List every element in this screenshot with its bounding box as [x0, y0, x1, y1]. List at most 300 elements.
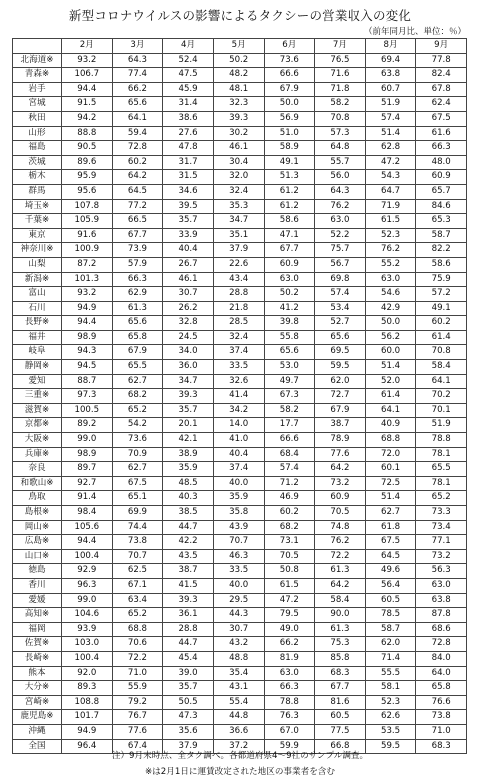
column-header: 8月: [365, 39, 416, 54]
value-cell: 89.3: [62, 681, 113, 696]
prefecture-cell: 福島: [13, 141, 62, 156]
value-cell: 77.6: [112, 724, 163, 739]
unit-note: （前年同月比、単位：％）: [363, 27, 466, 37]
value-cell: 40.4: [213, 447, 264, 462]
value-cell: 82.2: [416, 243, 467, 258]
value-cell: 66.6: [264, 68, 315, 83]
value-cell: 70.6: [112, 637, 163, 652]
value-cell: 66.2: [264, 637, 315, 652]
value-cell: 91.6: [62, 228, 113, 243]
value-cell: 60.9: [315, 491, 366, 506]
value-cell: 65.6: [112, 316, 163, 331]
value-cell: 103.0: [62, 637, 113, 652]
value-cell: 34.6: [163, 184, 214, 199]
value-cell: 48.0: [416, 155, 467, 170]
value-cell: 49.1: [416, 301, 467, 316]
prefecture-cell: 山口※: [13, 549, 62, 564]
value-cell: 24.5: [163, 330, 214, 345]
table-row: [13, 97, 467, 112]
value-cell: 65.6: [264, 345, 315, 360]
value-cell: 70.7: [213, 535, 264, 550]
value-cell: 84.6: [416, 199, 467, 214]
table-row: [13, 53, 467, 68]
prefecture-cell: 沖縄: [13, 724, 62, 739]
value-cell: 39.3: [213, 111, 264, 126]
prefecture-cell: 千葉※: [13, 214, 62, 229]
value-cell: 47.8: [163, 141, 214, 156]
value-cell: 68.6: [416, 622, 467, 637]
value-cell: 64.3: [112, 53, 163, 68]
value-cell: 55.4: [213, 695, 264, 710]
table-row: [13, 170, 467, 185]
value-cell: 65.2: [416, 491, 467, 506]
value-cell: 21.8: [213, 301, 264, 316]
value-cell: 89.7: [62, 462, 113, 477]
value-cell: 35.8: [213, 506, 264, 521]
value-cell: 34.0: [163, 345, 214, 360]
value-cell: 68.4: [264, 447, 315, 462]
value-cell: 64.5: [112, 184, 163, 199]
table-row: [13, 578, 467, 593]
value-cell: 36.6: [213, 724, 264, 739]
value-cell: 58.7: [416, 228, 467, 243]
value-cell: 73.4: [416, 520, 467, 535]
value-cell: 61.4: [416, 330, 467, 345]
value-cell: 77.1: [416, 535, 467, 550]
value-cell: 58.6: [416, 257, 467, 272]
value-cell: 63.0: [264, 272, 315, 287]
value-cell: 91.5: [62, 97, 113, 112]
value-cell: 35.4: [213, 666, 264, 681]
value-cell: 59.5: [315, 360, 366, 375]
table-body: [13, 53, 467, 754]
value-cell: 39.3: [163, 389, 214, 404]
value-cell: 82.4: [416, 68, 467, 83]
table-row: [13, 184, 467, 199]
value-cell: 57.2: [416, 287, 467, 302]
value-cell: 71.0: [112, 666, 163, 681]
value-cell: 101.7: [62, 710, 113, 725]
value-cell: 73.1: [264, 535, 315, 550]
table-row: [13, 520, 467, 535]
value-cell: 61.3: [112, 301, 163, 316]
prefecture-cell: 広島※: [13, 535, 62, 550]
value-cell: 67.4: [112, 739, 163, 754]
value-cell: 92.7: [62, 476, 113, 491]
value-cell: 38.5: [163, 506, 214, 521]
value-cell: 98.9: [62, 447, 113, 462]
value-cell: 60.9: [264, 257, 315, 272]
value-cell: 40.0: [213, 476, 264, 491]
value-cell: 14.0: [213, 418, 264, 433]
value-cell: 39.3: [163, 593, 214, 608]
value-cell: 105.9: [62, 214, 113, 229]
value-cell: 68.8: [112, 622, 163, 637]
value-cell: 57.4: [365, 111, 416, 126]
prefecture-cell: 福井: [13, 330, 62, 345]
value-cell: 58.2: [264, 403, 315, 418]
value-cell: 73.8: [112, 535, 163, 550]
value-cell: 46.1: [163, 272, 214, 287]
value-cell: 68.8: [365, 433, 416, 448]
value-cell: 37.2: [213, 739, 264, 754]
value-cell: 28.8: [163, 622, 214, 637]
value-cell: 87.2: [62, 257, 113, 272]
value-cell: 40.9: [365, 418, 416, 433]
value-cell: 94.9: [62, 724, 113, 739]
value-cell: 62.5: [112, 564, 163, 579]
value-cell: 41.0: [213, 433, 264, 448]
value-cell: 67.9: [315, 403, 366, 418]
table-row: [13, 433, 467, 448]
value-cell: 55.7: [315, 155, 366, 170]
prefecture-cell: 宮崎※: [13, 695, 62, 710]
prefecture-cell: 熊本: [13, 666, 62, 681]
value-cell: 26.7: [163, 257, 214, 272]
value-cell: 67.7: [264, 243, 315, 258]
value-cell: 43.4: [213, 272, 264, 287]
table-row: [13, 199, 467, 214]
value-cell: 47.2: [264, 593, 315, 608]
value-cell: 58.6: [264, 214, 315, 229]
value-cell: 72.8: [416, 637, 467, 652]
value-cell: 62.6: [365, 710, 416, 725]
table-row: [13, 243, 467, 258]
value-cell: 76.6: [416, 695, 467, 710]
value-cell: 71.8: [315, 82, 366, 97]
value-cell: 67.9: [264, 82, 315, 97]
value-cell: 61.2: [264, 184, 315, 199]
value-cell: 56.9: [264, 111, 315, 126]
prefecture-cell: 宮城: [13, 97, 62, 112]
value-cell: 48.5: [163, 476, 214, 491]
value-cell: 51.0: [264, 126, 315, 141]
value-cell: 44.3: [213, 608, 264, 623]
value-cell: 60.7: [365, 82, 416, 97]
table-row: [13, 141, 467, 156]
value-cell: 64.2: [112, 170, 163, 185]
prefecture-cell: 鹿児島※: [13, 710, 62, 725]
prefecture-cell: 山形: [13, 126, 62, 141]
value-cell: 30.7: [163, 287, 214, 302]
table-row: [13, 593, 467, 608]
value-cell: 51.4: [365, 126, 416, 141]
value-cell: 78.8: [264, 695, 315, 710]
prefecture-cell: 長野※: [13, 316, 62, 331]
value-cell: 64.8: [315, 141, 366, 156]
value-cell: 73.9: [112, 243, 163, 258]
value-cell: 32.6: [213, 374, 264, 389]
value-cell: 63.0: [365, 272, 416, 287]
column-header: 5月: [213, 39, 264, 54]
prefecture-cell: 岐阜: [13, 345, 62, 360]
value-cell: 30.4: [213, 155, 264, 170]
value-cell: 76.5: [315, 53, 366, 68]
value-cell: 87.8: [416, 608, 467, 623]
value-cell: 58.1: [365, 681, 416, 696]
value-cell: 33.9: [163, 228, 214, 243]
value-cell: 90.0: [315, 608, 366, 623]
value-cell: 73.8: [416, 710, 467, 725]
value-cell: 48.1: [213, 82, 264, 97]
value-cell: 44.7: [163, 637, 214, 652]
value-cell: 68.3: [416, 739, 467, 754]
value-cell: 69.9: [112, 506, 163, 521]
value-cell: 67.5: [365, 535, 416, 550]
value-cell: 56.7: [315, 257, 366, 272]
value-cell: 51.4: [365, 360, 416, 375]
value-cell: 92.0: [62, 666, 113, 681]
prefecture-cell: 山梨: [13, 257, 62, 272]
table-row: [13, 506, 467, 521]
value-cell: 77.5: [315, 724, 366, 739]
prefecture-cell: 富山: [13, 287, 62, 302]
value-cell: 28.5: [213, 316, 264, 331]
value-cell: 36.1: [163, 608, 214, 623]
value-cell: 72.2: [112, 651, 163, 666]
prefecture-cell: 高知※: [13, 608, 62, 623]
value-cell: 60.9: [416, 170, 467, 185]
value-cell: 39.0: [163, 666, 214, 681]
value-cell: 96.4: [62, 739, 113, 754]
value-cell: 94.5: [62, 360, 113, 375]
value-cell: 39.5: [163, 199, 214, 214]
value-cell: 100.4: [62, 549, 113, 564]
value-cell: 78.5: [365, 608, 416, 623]
table-row: [13, 681, 467, 696]
value-cell: 76.3: [264, 710, 315, 725]
value-cell: 64.1: [112, 111, 163, 126]
value-cell: 49.1: [264, 155, 315, 170]
prefecture-cell: 埼玉※: [13, 199, 62, 214]
value-cell: 64.1: [365, 403, 416, 418]
prefecture-cell: 東京: [13, 228, 62, 243]
prefecture-cell: 徳島: [13, 564, 62, 579]
value-cell: 71.4: [365, 651, 416, 666]
value-cell: 62.0: [365, 637, 416, 652]
prefecture-cell: 北海道※: [13, 53, 62, 68]
prefecture-cell: 栃木: [13, 170, 62, 185]
value-cell: 100.9: [62, 243, 113, 258]
value-cell: 94.4: [62, 82, 113, 97]
value-cell: 93.2: [62, 287, 113, 302]
value-cell: 72.2: [315, 549, 366, 564]
value-cell: 52.2: [315, 228, 366, 243]
value-cell: 99.0: [62, 433, 113, 448]
value-cell: 30.7: [213, 622, 264, 637]
value-cell: 95.6: [62, 184, 113, 199]
value-cell: 71.9: [365, 199, 416, 214]
value-cell: 33.5: [213, 360, 264, 375]
value-cell: 94.2: [62, 111, 113, 126]
value-cell: 63.0: [315, 214, 366, 229]
value-cell: 73.2: [416, 549, 467, 564]
value-cell: 62.7: [365, 506, 416, 521]
value-cell: 75.7: [315, 243, 366, 258]
value-cell: 38.7: [315, 418, 366, 433]
value-cell: 52.7: [315, 316, 366, 331]
value-cell: 62.4: [416, 97, 467, 112]
value-cell: 50.8: [264, 564, 315, 579]
value-cell: 62.9: [112, 287, 163, 302]
prefecture-cell: 愛知: [13, 374, 62, 389]
value-cell: 78.1: [416, 447, 467, 462]
value-cell: 69.4: [365, 53, 416, 68]
prefecture-cell: 島根※: [13, 506, 62, 521]
value-cell: 32.4: [213, 184, 264, 199]
value-cell: 22.6: [213, 257, 264, 272]
value-cell: 43.5: [163, 549, 214, 564]
value-cell: 55.5: [365, 666, 416, 681]
column-header: 6月: [264, 39, 315, 54]
value-cell: 47.5: [163, 68, 214, 83]
value-cell: 98.9: [62, 330, 113, 345]
value-cell: 71.0: [416, 724, 467, 739]
value-cell: 65.5: [416, 462, 467, 477]
value-cell: 49.6: [365, 564, 416, 579]
table-row: [13, 82, 467, 97]
value-cell: 93.9: [62, 622, 113, 637]
table-row: [13, 155, 467, 170]
value-cell: 67.7: [315, 681, 366, 696]
table-row: [13, 403, 467, 418]
prefecture-cell: 全国: [13, 739, 62, 754]
value-cell: 89.2: [62, 418, 113, 433]
value-cell: 34.7: [163, 374, 214, 389]
value-cell: 65.8: [416, 681, 467, 696]
table-row: [13, 301, 467, 316]
value-cell: 66.2: [112, 82, 163, 97]
value-cell: 49.0: [264, 622, 315, 637]
value-cell: 58.9: [264, 141, 315, 156]
value-cell: 40.0: [213, 578, 264, 593]
prefecture-cell: 石川: [13, 301, 62, 316]
value-cell: 67.1: [112, 578, 163, 593]
value-cell: 41.4: [213, 389, 264, 404]
value-cell: 42.1: [163, 433, 214, 448]
table-row: [13, 447, 467, 462]
value-cell: 70.5: [264, 549, 315, 564]
value-cell: 95.9: [62, 170, 113, 185]
value-cell: 44.7: [163, 520, 214, 535]
table-row: [13, 476, 467, 491]
value-cell: 35.7: [163, 681, 214, 696]
prefecture-cell: 茨城: [13, 155, 62, 170]
value-cell: 35.3: [213, 199, 264, 214]
value-cell: 75.3: [315, 637, 366, 652]
column-header: 4月: [163, 39, 214, 54]
value-cell: 60.5: [315, 710, 366, 725]
prefecture-cell: 三重※: [13, 389, 62, 404]
value-cell: 42.2: [163, 535, 214, 550]
value-cell: 65.6: [315, 330, 366, 345]
prefecture-cell: 奈良: [13, 462, 62, 477]
value-cell: 57.3: [315, 126, 366, 141]
value-cell: 29.5: [213, 593, 264, 608]
value-cell: 55.9: [112, 681, 163, 696]
table-row: [13, 111, 467, 126]
value-cell: 48.2: [213, 68, 264, 83]
table-row: [13, 462, 467, 477]
value-cell: 49.7: [264, 374, 315, 389]
table-row: [13, 418, 467, 433]
value-cell: 60.0: [365, 345, 416, 360]
value-cell: 57.4: [315, 287, 366, 302]
value-cell: 35.6: [163, 724, 214, 739]
value-cell: 94.4: [62, 316, 113, 331]
value-cell: 32.8: [163, 316, 214, 331]
value-cell: 88.8: [62, 126, 113, 141]
value-cell: 75.9: [416, 272, 467, 287]
value-cell: 32.3: [213, 97, 264, 112]
value-cell: 47.1: [264, 228, 315, 243]
value-cell: 66.3: [416, 141, 467, 156]
value-cell: 100.5: [62, 403, 113, 418]
value-cell: 50.2: [264, 287, 315, 302]
value-cell: 99.0: [62, 593, 113, 608]
value-cell: 50.0: [365, 316, 416, 331]
table-row: [13, 374, 467, 389]
value-cell: 67.5: [112, 476, 163, 491]
value-cell: 35.9: [163, 462, 214, 477]
value-cell: 43.2: [213, 637, 264, 652]
value-cell: 38.6: [163, 111, 214, 126]
value-cell: 84.0: [416, 651, 467, 666]
value-cell: 70.1: [416, 403, 467, 418]
value-cell: 17.7: [264, 418, 315, 433]
value-cell: 40.3: [163, 491, 214, 506]
column-header: 9月: [416, 39, 467, 54]
value-cell: 62.8: [365, 141, 416, 156]
value-cell: 76.2: [365, 243, 416, 258]
table-row: [13, 695, 467, 710]
value-cell: 91.4: [62, 491, 113, 506]
value-cell: 30.2: [213, 126, 264, 141]
value-cell: 66.3: [264, 681, 315, 696]
value-cell: 72.7: [315, 389, 366, 404]
value-cell: 64.1: [416, 374, 467, 389]
value-cell: 50.5: [163, 695, 214, 710]
table-row: [13, 68, 467, 83]
table-row: [13, 549, 467, 564]
value-cell: 60.2: [112, 155, 163, 170]
value-cell: 73.2: [315, 476, 366, 491]
value-cell: 64.5: [365, 549, 416, 564]
value-cell: 76.2: [315, 535, 366, 550]
table-row: [13, 608, 467, 623]
value-cell: 37.4: [213, 345, 264, 360]
value-cell: 90.5: [62, 141, 113, 156]
value-cell: 45.9: [163, 82, 214, 97]
value-cell: 20.1: [163, 418, 214, 433]
value-cell: 56.4: [365, 578, 416, 593]
value-cell: 105.6: [62, 520, 113, 535]
value-cell: 72.0: [365, 447, 416, 462]
value-cell: 52.3: [365, 695, 416, 710]
value-cell: 35.1: [213, 228, 264, 243]
column-header: 7月: [315, 39, 366, 54]
value-cell: 78.9: [315, 433, 366, 448]
value-cell: 40.4: [163, 243, 214, 258]
prefecture-cell: 群馬: [13, 184, 62, 199]
value-cell: 58.7: [365, 622, 416, 637]
value-cell: 94.4: [62, 535, 113, 550]
prefecture-cell: 京都※: [13, 418, 62, 433]
value-cell: 61.3: [315, 622, 366, 637]
value-cell: 66.6: [264, 433, 315, 448]
value-cell: 64.3: [315, 184, 366, 199]
value-cell: 93.2: [62, 53, 113, 68]
